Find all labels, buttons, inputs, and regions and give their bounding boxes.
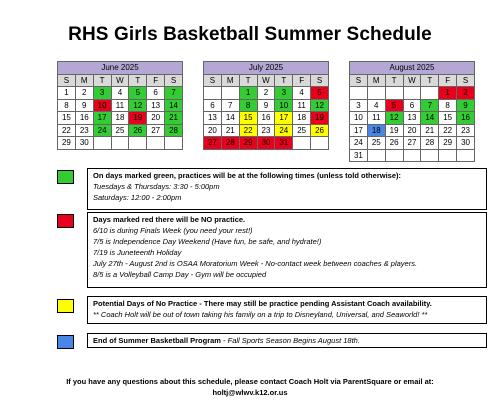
weekday-header: F <box>293 74 311 87</box>
calendar-day: 30 <box>75 137 93 150</box>
calendar-day: 18 <box>293 112 311 125</box>
weekday-header: T <box>239 74 257 87</box>
calendar-day <box>439 149 457 162</box>
calendar-day: 13 <box>204 112 222 125</box>
calendar-day: 21 <box>165 112 183 125</box>
red-legend-line-5: 8/5 is a Volleyball Camp Day - Gym will be occupied <box>93 270 267 279</box>
calendar-day: 25 <box>367 137 385 150</box>
calendar-june <box>57 61 183 150</box>
red-legend-line-4: July 27th - August 2nd is OSAA Moratorium Week - No-contact week between coaches & players. <box>93 259 418 268</box>
calendar-day: 6 <box>204 99 222 112</box>
red-legend-line-3: 7/19 is Juneteenth Holiday <box>93 248 182 257</box>
weekday-header: T <box>421 74 439 87</box>
calendar-day: 6 <box>403 99 421 112</box>
calendar-day: 17 <box>275 112 293 125</box>
weekday-header: T <box>275 74 293 87</box>
calendar-day: 7 <box>221 99 239 112</box>
calendar-day: 24 <box>275 124 293 137</box>
calendar-day <box>367 87 385 100</box>
calendar-day: 29 <box>58 137 76 150</box>
red-legend-box <box>87 212 487 288</box>
yellow-legend-box <box>87 296 487 324</box>
calendar-day: 30 <box>457 137 475 150</box>
weekday-header: S <box>457 74 475 87</box>
blue-legend-box <box>87 333 487 348</box>
calendar-day: 9 <box>75 99 93 112</box>
green-legend-line-2: Saturdays: 12:00 - 2:00pm <box>93 193 182 202</box>
calendar-day: 17 <box>93 112 111 125</box>
calendar-day: 1 <box>439 87 457 100</box>
calendar-day: 6 <box>147 87 165 100</box>
calendar-day: 20 <box>204 124 222 137</box>
weekday-header: T <box>93 74 111 87</box>
weekday-header: S <box>350 74 368 87</box>
calendar-day: 15 <box>239 112 257 125</box>
weekday-header: T <box>385 74 403 87</box>
footer-email: holtj@wlwv.k12.or.us <box>212 388 288 397</box>
weekday-header: M <box>75 74 93 87</box>
calendar-day: 4 <box>111 87 129 100</box>
calendar-day <box>204 87 222 100</box>
calendar-day: 31 <box>275 137 293 150</box>
calendar-day: 14 <box>165 99 183 112</box>
calendar-day: 12 <box>311 99 329 112</box>
weekday-header: T <box>129 74 147 87</box>
calendar-day <box>293 137 311 150</box>
calendar-day: 22 <box>239 124 257 137</box>
calendar-day: 8 <box>58 99 76 112</box>
calendar-day: 26 <box>129 124 147 137</box>
red-swatch <box>57 214 74 228</box>
calendar-day: 21 <box>221 124 239 137</box>
yellow-legend-heading: Potential Days of No Practice - There may still be practice pending Assistant Coach availability. <box>93 299 432 308</box>
calendar-day <box>421 87 439 100</box>
weekday-header: F <box>147 74 165 87</box>
calendar-day: 11 <box>111 99 129 112</box>
calendar-day: 2 <box>75 87 93 100</box>
green-swatch <box>57 170 74 184</box>
red-legend-line-1: 6/10 is during Finals Week (you need your rest!) <box>93 226 253 235</box>
calendar-day: 12 <box>129 99 147 112</box>
calendar-day: 17 <box>350 124 368 137</box>
weekday-header: W <box>257 74 275 87</box>
calendar-day: 2 <box>257 87 275 100</box>
calendar-month-header: July 2025 <box>204 62 329 75</box>
calendar-day: 23 <box>75 124 93 137</box>
calendar-day <box>111 137 129 150</box>
weekday-header: S <box>204 74 222 87</box>
calendar-day: 21 <box>421 124 439 137</box>
calendar-day: 27 <box>147 124 165 137</box>
calendar-day: 1 <box>239 87 257 100</box>
calendar-month-header: June 2025 <box>58 62 183 75</box>
calendar-day <box>457 149 475 162</box>
weekday-header: F <box>439 74 457 87</box>
calendar-day: 19 <box>129 112 147 125</box>
calendar-day <box>385 87 403 100</box>
calendar-day: 29 <box>239 137 257 150</box>
calendar-day: 23 <box>457 124 475 137</box>
calendar-day: 5 <box>311 87 329 100</box>
calendar-day <box>385 149 403 162</box>
calendar-day: 5 <box>129 87 147 100</box>
calendar-day <box>367 149 385 162</box>
calendar-day: 16 <box>257 112 275 125</box>
calendar-day <box>403 149 421 162</box>
blue-legend-subtext: - Fall Sports Season Begins August 18th. <box>220 336 360 345</box>
calendar-day: 14 <box>221 112 239 125</box>
calendar-august <box>349 61 475 162</box>
calendar-day: 10 <box>93 99 111 112</box>
calendar-day: 25 <box>293 124 311 137</box>
weekday-header: M <box>221 74 239 87</box>
weekday-header: W <box>111 74 129 87</box>
calendar-day: 11 <box>367 112 385 125</box>
calendar-day <box>165 137 183 150</box>
calendar-day <box>311 137 329 150</box>
calendar-day: 19 <box>385 124 403 137</box>
calendar-day: 24 <box>93 124 111 137</box>
red-legend-heading: Days marked red there will be NO practice. <box>93 215 246 224</box>
calendar-day: 1 <box>58 87 76 100</box>
calendar-day: 7 <box>421 99 439 112</box>
calendar-day: 22 <box>439 124 457 137</box>
calendar-day: 31 <box>350 149 368 162</box>
calendar-day: 10 <box>350 112 368 125</box>
calendar-day: 16 <box>75 112 93 125</box>
weekday-header: S <box>165 74 183 87</box>
calendar-day: 25 <box>111 124 129 137</box>
calendar-day: 28 <box>221 137 239 150</box>
calendar-day: 9 <box>257 99 275 112</box>
calendar-day: 20 <box>403 124 421 137</box>
calendar-day: 29 <box>439 137 457 150</box>
yellow-swatch <box>57 299 74 313</box>
blue-swatch <box>57 335 74 349</box>
calendar-day: 22 <box>58 124 76 137</box>
calendar-day: 15 <box>439 112 457 125</box>
calendar-july <box>203 61 329 150</box>
calendar-day <box>350 87 368 100</box>
calendar-day <box>147 137 165 150</box>
green-legend-heading: On days marked green, practices will be at the following times (unless told otherwise): <box>93 171 401 180</box>
calendar-day: 10 <box>275 99 293 112</box>
calendar-day: 4 <box>293 87 311 100</box>
weekday-header: W <box>403 74 421 87</box>
weekday-header: M <box>367 74 385 87</box>
calendar-day: 4 <box>367 99 385 112</box>
calendar-day: 24 <box>350 137 368 150</box>
blue-legend-heading: End of Summer Basketball Program <box>93 336 221 345</box>
calendar-day: 13 <box>147 99 165 112</box>
calendar-day: 3 <box>350 99 368 112</box>
calendar-day: 18 <box>367 124 385 137</box>
calendar-day <box>93 137 111 150</box>
footer-contact-text: If you have any questions about this schedule, please contact Coach Holt via ParentSquare or email at: <box>66 377 434 386</box>
yellow-legend-note: ** Coach Holt will be out of town taking his family on a trip to Disneyland, Universal, and Seaworld! ** <box>93 310 428 319</box>
calendar-day: 28 <box>421 137 439 150</box>
calendar-day <box>421 149 439 162</box>
calendar-day: 20 <box>147 112 165 125</box>
calendar-day: 13 <box>403 112 421 125</box>
calendar-day: 5 <box>385 99 403 112</box>
calendar-day: 30 <box>257 137 275 150</box>
calendar-day: 3 <box>93 87 111 100</box>
red-legend-line-2: 7/5 is Independence Day Weekend (Have fun, be safe, and hydrate!) <box>93 237 322 246</box>
calendar-day: 7 <box>165 87 183 100</box>
calendar-day <box>129 137 147 150</box>
calendar-day: 23 <box>257 124 275 137</box>
calendar-day: 26 <box>385 137 403 150</box>
weekday-header: S <box>311 74 329 87</box>
calendar-day: 2 <box>457 87 475 100</box>
calendar-day: 27 <box>403 137 421 150</box>
calendar-day: 8 <box>239 99 257 112</box>
calendar-day: 28 <box>165 124 183 137</box>
calendar-day: 15 <box>58 112 76 125</box>
calendar-day <box>403 87 421 100</box>
footer <box>0 376 500 398</box>
calendar-month-header: August 2025 <box>350 62 475 75</box>
weekday-header: S <box>58 74 76 87</box>
green-legend-box <box>87 168 487 210</box>
calendar-day: 26 <box>311 124 329 137</box>
calendar-day: 12 <box>385 112 403 125</box>
calendar-day: 9 <box>457 99 475 112</box>
calendar-day: 8 <box>439 99 457 112</box>
calendar-day: 3 <box>275 87 293 100</box>
calendar-day: 18 <box>111 112 129 125</box>
calendar-day <box>221 87 239 100</box>
calendar-day: 11 <box>293 99 311 112</box>
calendar-day: 16 <box>457 112 475 125</box>
calendar-day: 14 <box>421 112 439 125</box>
page-title: RHS Girls Basketball Summer Schedule <box>68 24 432 45</box>
calendar-day: 27 <box>204 137 222 150</box>
calendar-day: 19 <box>311 112 329 125</box>
green-legend-line-1: Tuesdays & Thursdays: 3:30 - 5:00pm <box>93 182 220 191</box>
